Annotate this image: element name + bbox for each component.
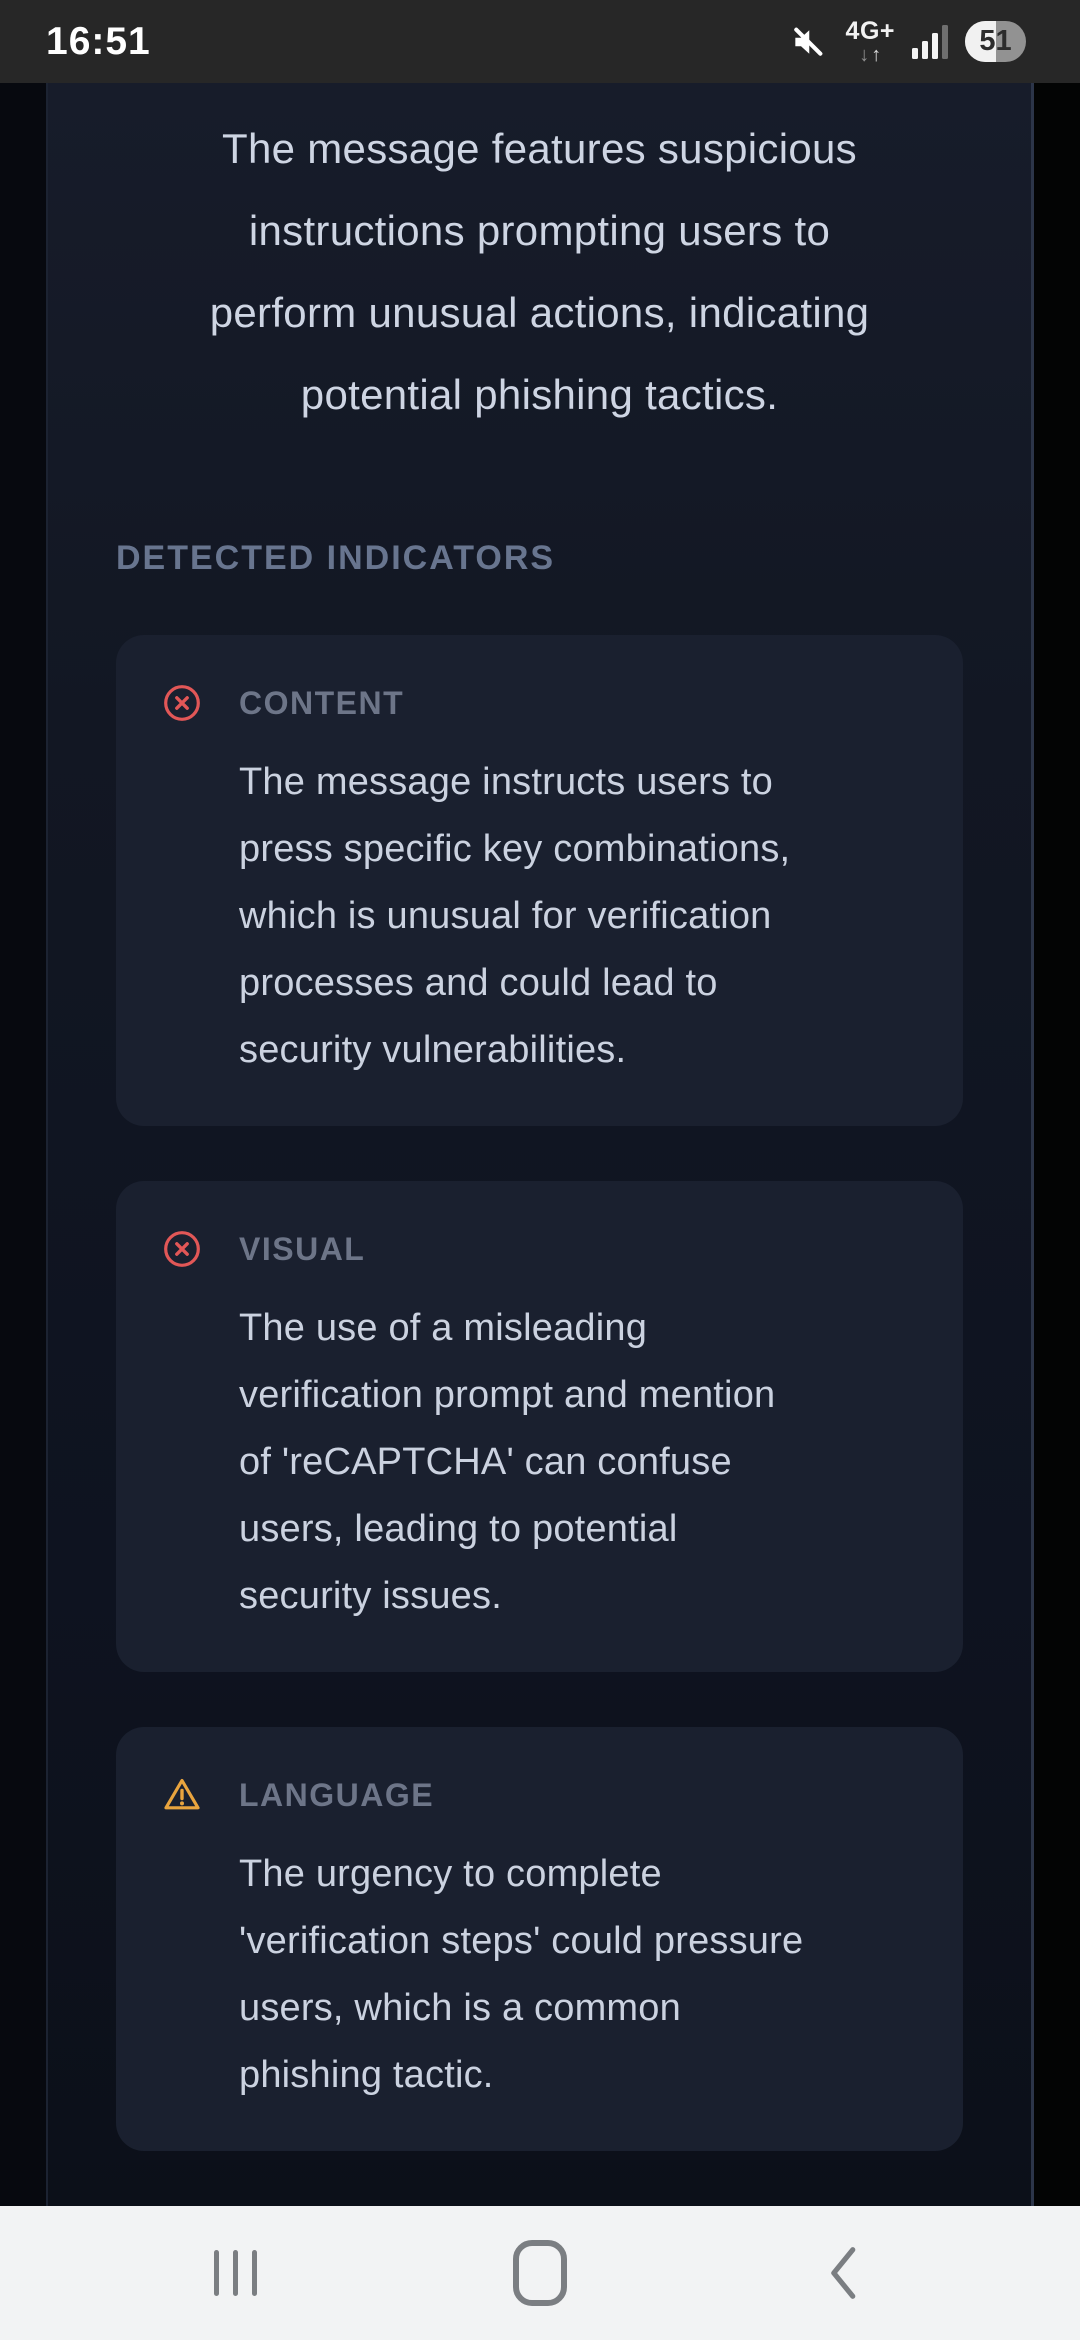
indicator-card-header bbox=[162, 1229, 915, 1269]
text-line: 'verification steps' could pressure bbox=[239, 1920, 804, 1962]
indicator-text bbox=[239, 1295, 915, 1630]
text-line: which is unusual for verification bbox=[239, 895, 772, 937]
text-line: press specific key combinations, bbox=[239, 828, 791, 870]
text-line: users, which is a common bbox=[239, 1987, 681, 2029]
app-viewport bbox=[0, 83, 1080, 2206]
indicator-label: CONTENT bbox=[239, 684, 405, 721]
text-line: of 'reCAPTCHA' can confuse bbox=[239, 1441, 732, 1483]
back-button[interactable] bbox=[815, 2206, 875, 2340]
section-header: DETECTED INDICATORS bbox=[116, 539, 556, 577]
text-line: instructions prompting users to bbox=[248, 207, 831, 254]
clock: 16:51 bbox=[46, 19, 151, 63]
text-line: verification prompt and mention bbox=[239, 1374, 776, 1416]
indicator-label: VISUAL bbox=[239, 1230, 366, 1267]
text-line: The use of a misleading bbox=[239, 1307, 648, 1349]
indicator-text bbox=[239, 1841, 915, 2109]
content-panel bbox=[46, 83, 1034, 2206]
recents-icon bbox=[214, 2250, 257, 2296]
speaker-mute-icon bbox=[789, 23, 829, 61]
warning-triangle-icon bbox=[162, 1775, 202, 1815]
text-line: perform unusual actions, indicating bbox=[209, 289, 870, 336]
text-line: processes and could lead to bbox=[239, 962, 718, 1004]
indicator-card bbox=[116, 1727, 963, 2151]
signal-strength-icon bbox=[912, 25, 948, 59]
indicator-card bbox=[116, 1181, 963, 1672]
text-line: security issues. bbox=[239, 1575, 502, 1617]
text-line: The message features suspicious bbox=[222, 125, 857, 172]
home-icon bbox=[513, 2240, 567, 2306]
battery-percent-label: 51 bbox=[979, 25, 1012, 57]
home-button[interactable] bbox=[510, 2206, 570, 2340]
summary-text bbox=[90, 108, 989, 436]
network-type-label: 4G+ bbox=[845, 16, 895, 45]
text-line: security vulnerabilities. bbox=[239, 1029, 627, 1071]
recents-button[interactable] bbox=[205, 2206, 265, 2340]
indicator-label: LANGUAGE bbox=[239, 1776, 435, 1813]
text-line: The message instructs users to bbox=[239, 761, 773, 803]
back-icon bbox=[824, 2242, 866, 2304]
battery-indicator bbox=[965, 21, 1026, 62]
indicator-text bbox=[239, 749, 915, 1084]
error-circle-icon bbox=[162, 1229, 202, 1269]
text-line: users, leading to potential bbox=[239, 1508, 678, 1550]
indicator-card-header bbox=[162, 683, 915, 723]
right-bezel-strip bbox=[1034, 83, 1080, 2206]
text-line: The urgency to complete bbox=[239, 1853, 662, 1895]
nav-bar bbox=[0, 2206, 1080, 2340]
status-bar bbox=[0, 0, 1080, 83]
indicator-card bbox=[116, 635, 963, 1126]
text-line: phishing tactic. bbox=[239, 2054, 494, 2096]
indicator-card-header bbox=[162, 1775, 915, 1815]
data-arrows-icon: ↓ ↑ bbox=[859, 43, 882, 66]
network-indicator bbox=[845, 16, 895, 66]
text-line: potential phishing tactics. bbox=[300, 371, 779, 418]
error-circle-icon bbox=[162, 683, 202, 723]
left-bezel-strip bbox=[0, 83, 46, 2206]
status-icons bbox=[789, 16, 1026, 66]
